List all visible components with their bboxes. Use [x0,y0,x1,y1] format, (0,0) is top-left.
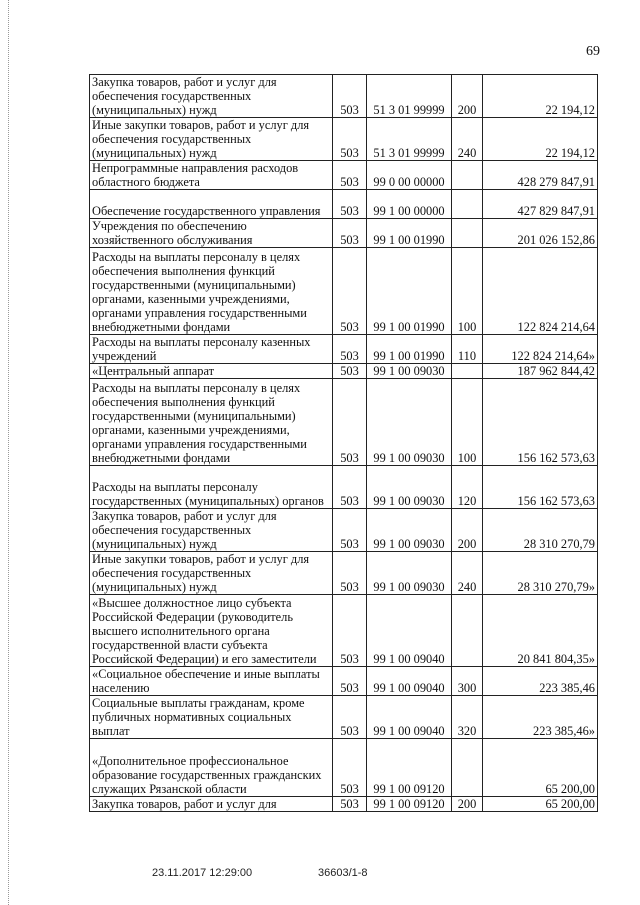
row-vr-cell [452,739,483,797]
row-vr-cell: 200 [452,75,483,118]
row-section-cell: 503 [333,595,367,667]
row-amount-cell: 28 310 270,79» [483,552,598,595]
page-number: 69 [586,44,600,59]
table-row [90,667,598,696]
table-row [90,466,598,509]
row-name-cell: «Дополнительное профессиональное образование государственных гражданских служащих Рязанской области [90,739,333,797]
row-csr-cell: 99 1 00 09040 [367,595,452,667]
row-vr-cell: 120 [452,466,483,509]
row-amount-cell: 156 162 573,63 [483,466,598,509]
row-section-cell: 503 [333,696,367,739]
scan-edge [0,0,9,905]
row-name-cell: Обеспечение государственного управления [90,190,333,219]
row-section-cell: 503 [333,364,367,379]
row-csr-cell: 99 1 00 09040 [367,667,452,696]
table-row [90,219,598,248]
row-csr-cell: 99 1 00 09030 [367,552,452,595]
row-vr-cell: 200 [452,509,483,552]
row-vr-cell: 110 [452,335,483,364]
row-vr-cell [452,219,483,248]
row-name-cell: Расходы на выплаты персоналу в целях обеспечения выполнения функций государственными (муниципальными) органами, казенными учреждениями, органами управления государственными внебюджетными фондами [90,379,333,466]
row-name-cell: Расходы на выплаты персоналу в целях обеспечения выполнения функций государственными (муниципальными) органами, казенными учреждениями, органами управления государственными внебюджетными фондами [90,248,333,335]
row-vr-cell: 200 [452,797,483,812]
row-csr-cell: 99 1 00 09120 [367,739,452,797]
row-csr-cell: 99 1 00 09030 [367,509,452,552]
row-name-cell: «Центральный аппарат [90,364,333,379]
row-vr-cell [452,190,483,219]
row-vr-cell: 240 [452,552,483,595]
table-row [90,379,598,466]
row-csr-cell: 99 0 00 00000 [367,161,452,190]
budget-table-body [90,75,598,812]
row-name-cell: Расходы на выплаты персоналу казенных учреждений [90,335,333,364]
table-row [90,118,598,161]
row-section-cell: 503 [333,739,367,797]
row-section-cell: 503 [333,667,367,696]
row-name-cell: Закупка товаров, работ и услуг для обеспечения государственных (муниципальных) нужд [90,75,333,118]
table-row [90,739,598,797]
table-row [90,75,598,118]
row-amount-cell: 65 200,00 [483,739,598,797]
row-amount-cell: 427 829 847,91 [483,190,598,219]
table-row [90,509,598,552]
row-name-cell: Закупка товаров, работ и услуг для [90,797,333,812]
row-csr-cell: 99 1 00 01990 [367,248,452,335]
row-amount-cell: 428 279 847,91 [483,161,598,190]
row-name-cell: «Высшее должностное лицо субъекта Российской Федерации (руководитель высшего исполнительного органа государственной власти субъекта Российской Федерации) и его заместители [90,595,333,667]
table-row [90,595,598,667]
row-name-cell: Учреждения по обеспечению хозяйственного обслуживания [90,219,333,248]
row-amount-cell: 187 962 844,42 [483,364,598,379]
table-row [90,797,598,812]
row-amount-cell: 28 310 270,79 [483,509,598,552]
table-row [90,335,598,364]
row-amount-cell: 122 824 214,64 [483,248,598,335]
table-row [90,161,598,190]
table-row [90,552,598,595]
table-row [90,696,598,739]
row-section-cell: 503 [333,219,367,248]
row-section-cell: 503 [333,118,367,161]
row-csr-cell: 99 1 00 01990 [367,335,452,364]
row-vr-cell: 100 [452,379,483,466]
row-section-cell: 503 [333,161,367,190]
row-section-cell: 503 [333,75,367,118]
row-amount-cell: 223 385,46» [483,696,598,739]
row-name-cell: Иные закупки товаров, работ и услуг для обеспечения государственных (муниципальных) нужд [90,552,333,595]
row-name-cell: Социальные выплаты гражданам, кроме публичных нормативных социальных выплат [90,696,333,739]
row-name-cell: «Социальное обеспечение и иные выплаты населению [90,667,333,696]
row-section-cell: 503 [333,190,367,219]
table-row [90,248,598,335]
row-section-cell: 503 [333,552,367,595]
row-section-cell: 503 [333,248,367,335]
row-amount-cell: 223 385,46 [483,667,598,696]
table-row [90,364,598,379]
budget-table [89,74,598,812]
row-section-cell: 503 [333,466,367,509]
row-name-cell: Закупка товаров, работ и услуг для обеспечения государственных (муниципальных) нужд [90,509,333,552]
row-vr-cell [452,161,483,190]
table-row [90,190,598,219]
row-csr-cell: 99 1 00 09120 [367,797,452,812]
row-amount-cell: 201 026 152,86 [483,219,598,248]
row-vr-cell [452,595,483,667]
row-amount-cell: 20 841 804,35» [483,595,598,667]
footer-datetime: 23.11.2017 12:29:00 [152,867,253,879]
row-amount-cell: 156 162 573,63 [483,379,598,466]
row-csr-cell: 99 1 00 09030 [367,466,452,509]
row-amount-cell: 22 194,12 [483,75,598,118]
row-vr-cell: 100 [452,248,483,335]
row-csr-cell: 99 1 00 09030 [367,364,452,379]
row-vr-cell: 300 [452,667,483,696]
row-name-cell: Иные закупки товаров, работ и услуг для обеспечения государственных (муниципальных) нужд [90,118,333,161]
row-section-cell: 503 [333,797,367,812]
row-csr-cell: 51 3 01 99999 [367,75,452,118]
row-vr-cell [452,364,483,379]
row-csr-cell: 99 1 00 09030 [367,379,452,466]
row-vr-cell: 320 [452,696,483,739]
row-csr-cell: 99 1 00 01990 [367,219,452,248]
row-csr-cell: 99 1 00 09040 [367,696,452,739]
row-section-cell: 503 [333,379,367,466]
row-section-cell: 503 [333,335,367,364]
footer-doc-number: 36603/1-8 [318,867,368,879]
row-vr-cell: 240 [452,118,483,161]
row-amount-cell: 22 194,12 [483,118,598,161]
row-name-cell: Расходы на выплаты персоналу государственных (муниципальных) органов [90,466,333,509]
row-csr-cell: 99 1 00 00000 [367,190,452,219]
row-amount-cell: 122 824 214,64» [483,335,598,364]
row-section-cell: 503 [333,509,367,552]
row-amount-cell: 65 200,00 [483,797,598,812]
row-name-cell: Непрограммные направления расходов областного бюджета [90,161,333,190]
row-csr-cell: 51 3 01 99999 [367,118,452,161]
